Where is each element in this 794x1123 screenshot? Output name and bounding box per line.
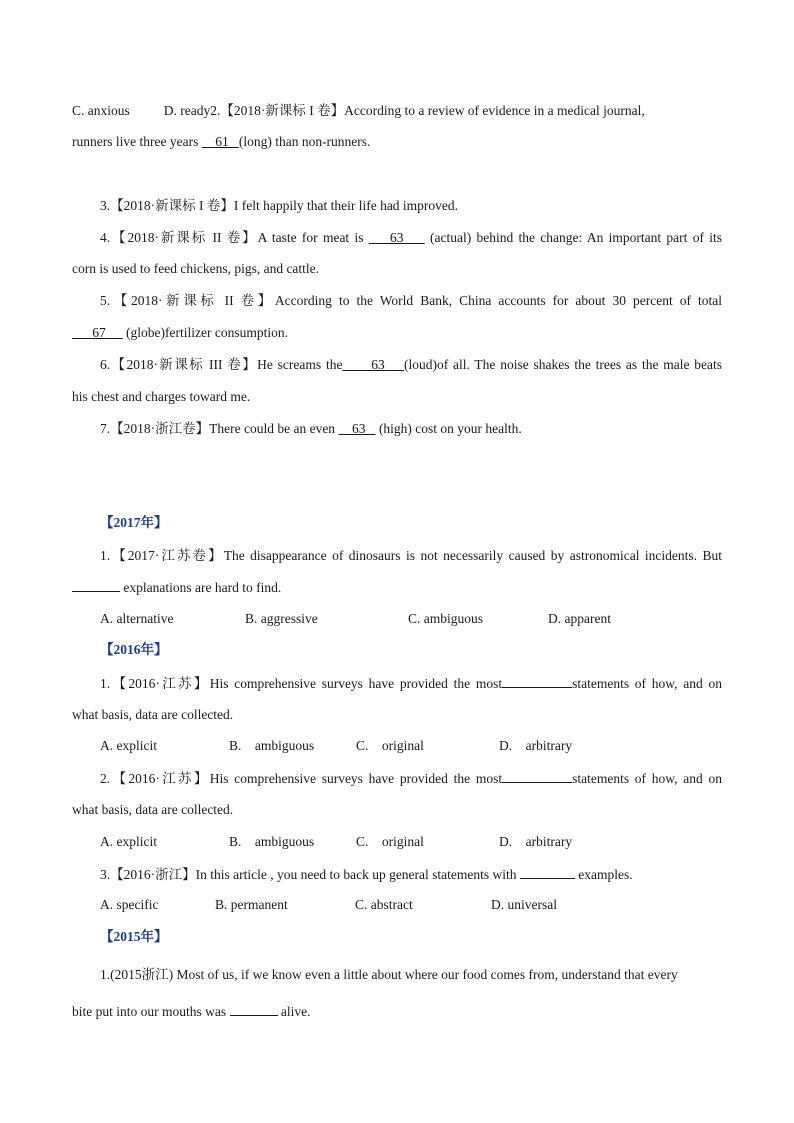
question-2-line-2: runners live three years 61 (long) than non-runners. (72, 134, 371, 149)
question-5-line-1: 5.【2018·新课标 II 卷】According to the World Bank, China accounts for about 30 percent of total (100, 293, 722, 308)
option-d: D. apparent (548, 611, 611, 626)
option-c: C. anxious (72, 103, 130, 118)
option-b: B. ambiguous (229, 834, 315, 849)
option-c: C. abstract (355, 897, 413, 912)
question-2017-1-line-2: explanations are hard to find. (72, 578, 722, 597)
option-b: B. aggressive (245, 611, 318, 626)
answer-blank: 61 (215, 134, 229, 149)
option-b: B. ambiguous (229, 738, 315, 753)
option-a: A. alternative (100, 611, 174, 626)
answer-blank: 63 (389, 230, 404, 245)
answer-blank (502, 674, 572, 688)
question-4-line-2: corn is used to feed chickens, pigs, and cattle. (72, 261, 320, 276)
question-2016-1-line-1: 1.【2016·江苏】His comprehensive surveys have provided the most statements of how, and on (100, 676, 722, 691)
question-6-line-1: 6.【2018·新课标 III 卷】He screams the 63 (loud)of all. The noise shakes the trees as the male beats (100, 357, 723, 372)
answer-blank: 63 (351, 421, 366, 436)
section-heading-2016: 【2016年】 (100, 642, 168, 657)
question-7: 7.【2018·浙江卷】There could be an even 63 (high) cost on your health. (100, 421, 522, 436)
section-heading-2015: 【2015年】 (100, 929, 168, 944)
question-3: 3.【2018·新课标 I 卷】I felt happily that their life had improved. (100, 198, 459, 213)
answer-blank (72, 578, 120, 592)
question-2017-1-line-1: 1.【2017·江苏卷】The disappearance of dinosaurs is not necessarily caused by astronomical incidents. But (100, 548, 722, 563)
option-a: A. explicit (100, 738, 157, 753)
question-2-line-1 (72, 102, 722, 120)
question-5-line-2: 67 (globe)fertilizer consumption. (72, 324, 722, 342)
option-d: D. arbitrary (499, 834, 573, 849)
option-a: A. specific (100, 897, 159, 912)
option-c: C. ambiguous (408, 611, 484, 626)
question-2016-1-line-2: what basis, data are collected. (72, 707, 234, 722)
question-6-line-2: his chest and charges toward me. (72, 389, 251, 404)
answer-blank: 67 (92, 325, 106, 340)
question-2-stem: D. ready2.【2018·新课标 I 卷】According to a review of evidence in a medical journal, (163, 103, 645, 118)
question-2016-2-line-2: what basis, data are collected. (72, 802, 234, 817)
question-2016-2-line-1: 2.【2016·江苏】His comprehensive surveys have provided the most statements of how, and on (100, 771, 722, 786)
option-a: A. explicit (100, 834, 157, 849)
question-2016-3: 3.【2016·浙江】In this article , you need to back up general statements with examples. (100, 867, 633, 882)
question-2015-1-line-2: bite put into our mouths was alive. (72, 1004, 311, 1019)
option-d: D. universal (491, 897, 557, 912)
answer-blank: 63 (371, 357, 385, 372)
option-c: C. original (356, 738, 424, 753)
option-d: D. arbitrary (499, 738, 573, 753)
answer-blank (520, 865, 575, 879)
answer-blank (230, 1002, 278, 1016)
option-c: C. original (356, 834, 424, 849)
section-heading-2017: 【2017年】 (100, 515, 168, 530)
option-b: B. permanent (215, 897, 288, 912)
question-4-line-1: 4.【2018·新课标 II 卷】A taste for meat is 63 (actual) behind the change: An important part of its (100, 230, 723, 245)
answer-blank (502, 769, 572, 783)
question-2015-1-line-1: 1.(2015浙江) Most of us, if we know even a little about where our food comes from, understand that every (100, 967, 678, 982)
